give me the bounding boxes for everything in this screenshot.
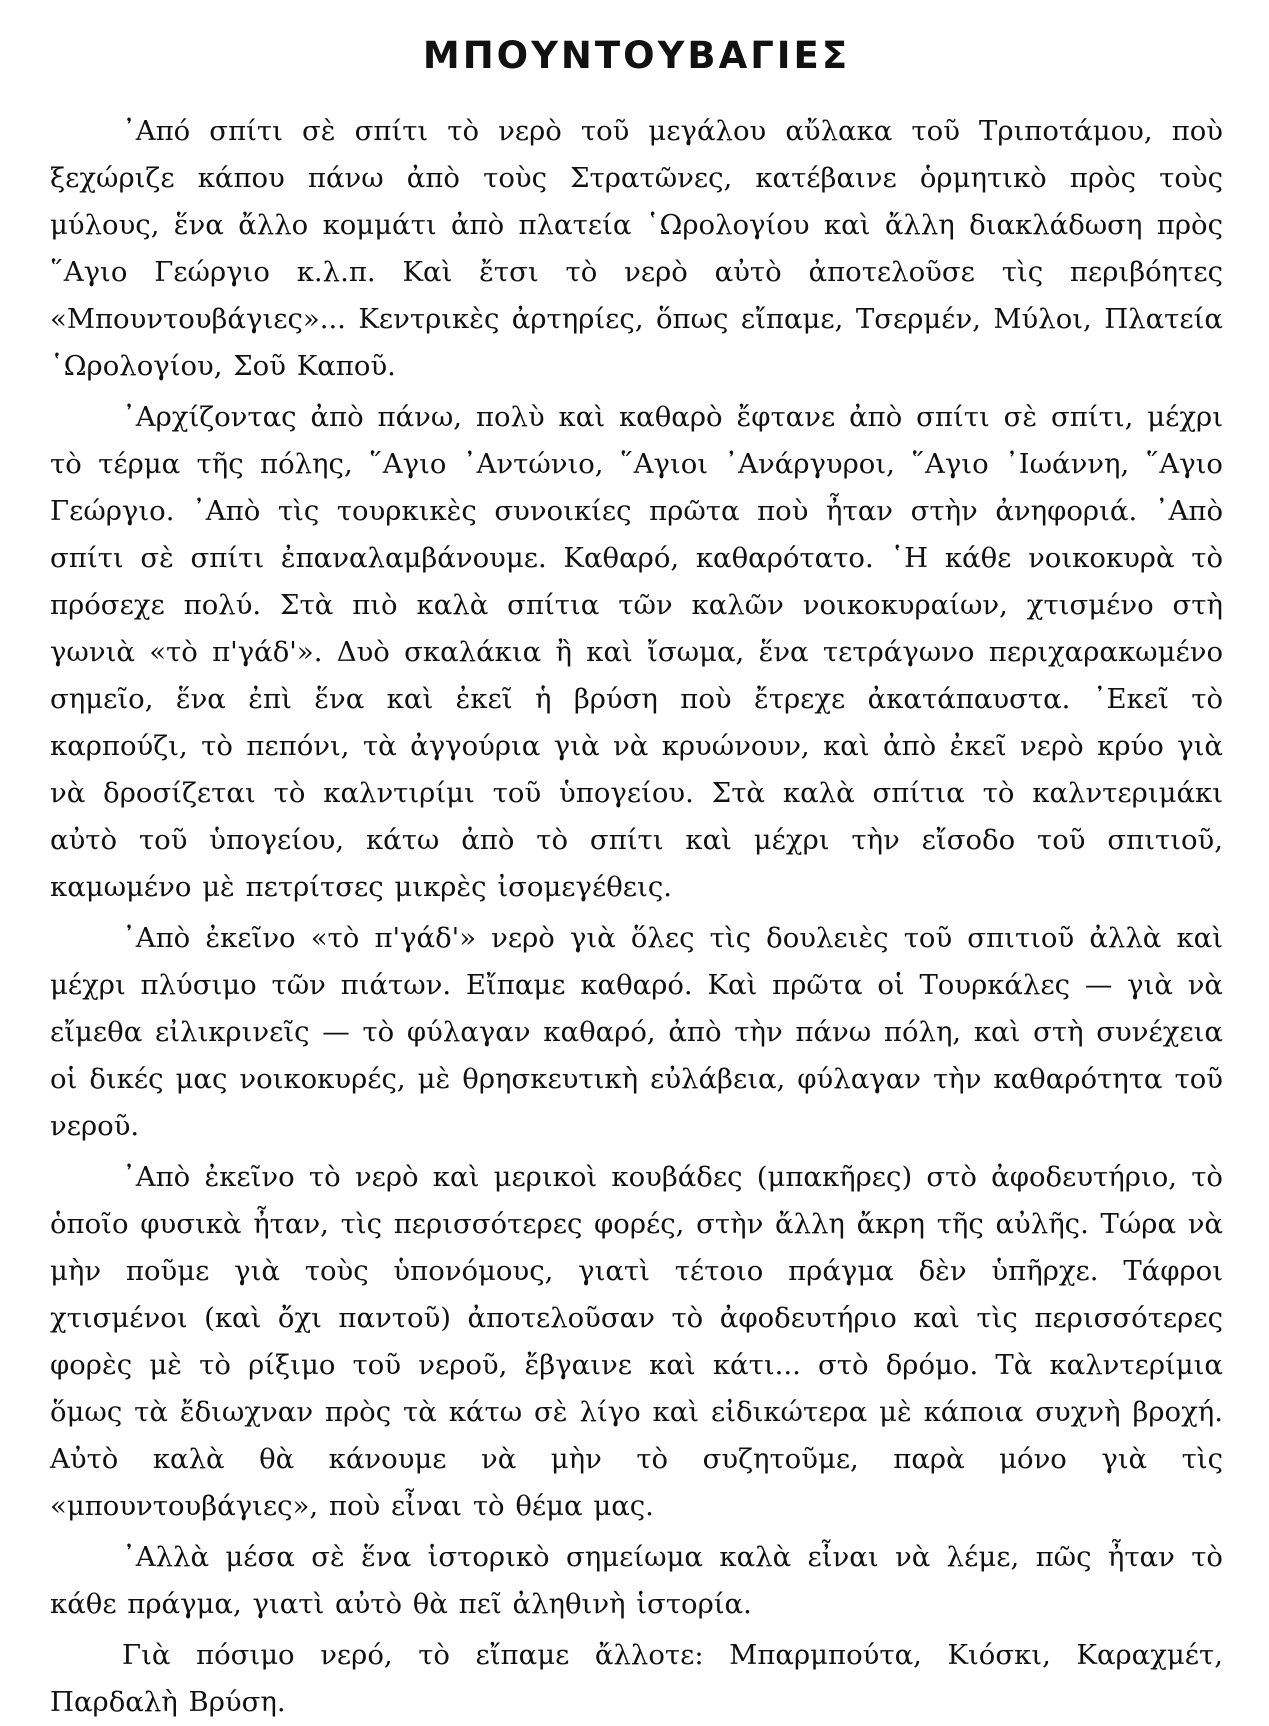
article-body [50,108,1223,1726]
paragraph: ᾿Από σπίτι σὲ σπίτι τὸ νερὸ τοῦ μεγάλου αὔλακα τοῦ Τριποτάμου, ποὺ ξεχώριζε κάπου πάνω ἀπὸ τοὺς Στρατῶνες, κατέβαινε ὁρμητικὸ πρὸς τοὺς μύλους, ἕνα ἄλλο κομμάτι ἀπὸ πλατεία ῾Ωρολογίου καὶ ἄλλη διακλάδωση πρὸς ῞Αγιο Γεώργιο κ.λ.π. Καὶ ἔτσι τὸ νερὸ αὐτὸ ἀποτελοῦσε τὶς περιβόητες «Μπουντουβάγιες»... Κεντρικὲς ἀρτηρίες, ὅπως εἴπαμε, Τσερμέν, Μύλοι, Πλατεία ῾Ωρολογίου, Σοῦ Καποῦ. [50,115,1223,382]
paragraph: ᾿Απὸ ἐκεῖνο «τὸ π'γάδ'» νερὸ γιὰ ὅλες τὶς δουλειὲς τοῦ σπιτιοῦ ἀλλὰ καὶ μέχρι πλύσιμο τῶν πιάτων. Εἴπαμε καθαρό. Καὶ πρῶτα οἱ Τουρκάλες — γιὰ νὰ εἴμεθα εἰλικρινεῖς — τὸ φύλαγαν καθαρό, ἀπὸ τὴν πάνω πόλη, καὶ στὴ συνέχεια οἱ δικές μας νοικοκυρές, μὲ θρησκευτικὴ εὐλάβεια, φύλαγαν τὴν καθαρότητα τοῦ νεροῦ. [50,922,1223,1142]
paragraph: ᾿Αρχίζοντας ἀπὸ πάνω, πολὺ καὶ καθαρὸ ἔφτανε ἀπὸ σπίτι σὲ σπίτι, μέχρι τὸ τέρμα τῆς πόλης, ῞Αγιο ᾿Αντώνιο, ῞Αγιοι ᾿Ανάργυροι, ῞Αγιο ᾿Ιωάννη, ῞Αγιο Γεώργιο. ᾿Απὸ τὶς τουρκικὲς συνοικίες πρῶτα ποὺ ἦταν στὴν ἀνηφοριά. ᾿Απὸ σπίτι σὲ σπίτι ἐπαναλαμβάνουμε. Καθαρό, καθαρότατο. ῾Η κάθε νοικοκυρὰ τὸ πρόσεχε πολύ. Στὰ πιὸ καλὰ σπίτια τῶν καλῶν νοικοκυραίων, χτισμένο στὴ γωνιὰ «τὸ π'γάδ'». Δυὸ σκαλάκια ἢ καὶ ἴσωμα, ἕνα τετράγωνο περιχαρακωμένο σημεῖο, ἕνα ἐπὶ ἕνα καὶ ἐκεῖ ἡ βρύση ποὺ ἔτρεχε ἀκατάπαυστα. ᾿Εκεῖ τὸ καρπούζι, τὸ πεπόνι, τὰ ἀγγούρια γιὰ νὰ κρυώνουν, καὶ ἀπὸ ἐκεῖ νερὸ κρύο γιὰ νὰ δροσίζεται τὸ καλντιρίμι τοῦ ὑπογείου. Στὰ καλὰ σπίτια τὸ καλντεριμάκι αὐτὸ τοῦ ὑπογείου, κάτω ἀπὸ τὸ σπίτι καὶ μέχρι τὴν εἴσοδο τοῦ σπιτιοῦ, καμωμένο μὲ πετρίτσες μικρὲς ἰσομεγέθεις. [50,401,1223,903]
paragraph: ᾿Αλλὰ μέσα σὲ ἕνα ἱστορικὸ σημείωμα καλὰ εἶναι νὰ λέμε, πῶς ἦταν τὸ κάθε πράγμα, γιατὶ αὐτὸ θὰ πεῖ ἀληθινὴ ἱστορία. [50,1541,1223,1620]
paragraph: Γιὰ πόσιμο νερό, τὸ εἴπαμε ἄλλοτε: Μπαρμπούτα, Κιόσκι, Καραχμέτ, Παρδαλὴ Βρύση. [50,1639,1223,1718]
page-title: ΜΠΟΥΝΤΟΥΒΑΓΙΕΣ [422,34,851,77]
paragraph: ᾿Απὸ ἐκεῖνο τὸ νερὸ καὶ μερικοὶ κουβάδες (μπακῆρες) στὸ ἀφοδευτήριο, τὸ ὁποῖο φυσικὰ ἦταν, τὶς περισσότερες φορές, στὴν ἄλλη ἄκρη τῆς αὐλῆς. Τώρα νὰ μὴν ποῦμε γιὰ τοὺς ὑπονόμους, γιατὶ τέτοιο πράγμα δὲν ὑπῆρχε. Τάφροι χτισμένοι (καὶ ὄχι παντοῦ) ἀποτελοῦσαν τὸ ἀφοδευτήριο καὶ τὶς περισσότερες φορὲς μὲ τὸ ρίξιμο τοῦ νεροῦ, ἔβγαινε καὶ κάτι... στὸ δρόμο. Τὰ καλντερίμια ὅμως τὰ ἔδιωχναν πρὸς τὰ κάτω σὲ λίγο καὶ εἰδικώτερα μὲ κάποια συχνὴ βροχή. Αὐτὸ καλὰ θὰ κάνουμε νὰ μὴν τὸ συζητοῦμε, παρὰ μόνο γιὰ τὶς «μπουντουβάγιες», ποὺ εἶναι τὸ θέμα μας. [50,1161,1223,1522]
